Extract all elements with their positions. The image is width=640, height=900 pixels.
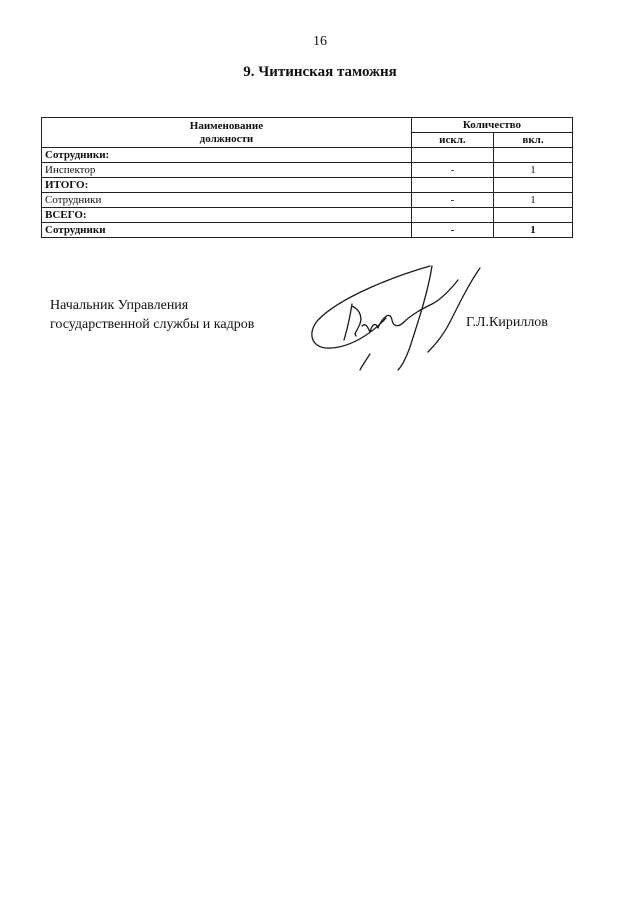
row-incl: 1 [493, 223, 572, 238]
row-name: Сотрудники: [42, 148, 412, 163]
page-number: 16 [313, 34, 327, 49]
row-incl [493, 148, 572, 163]
row-excl [411, 208, 493, 223]
row-incl [493, 208, 572, 223]
row-name: Сотрудники [42, 223, 412, 238]
table-header-row [42, 118, 573, 133]
position-name-header-line1: Наименование [189, 119, 264, 132]
row-incl: 1 [493, 163, 572, 178]
row-excl [411, 178, 493, 193]
position-name-header [42, 118, 412, 148]
position-line2: государственной службы и кадров [50, 317, 255, 332]
table-row [42, 148, 573, 163]
quantity-header: Количество [411, 118, 572, 133]
table-row [42, 178, 573, 193]
row-excl [411, 148, 493, 163]
signer-name: Г.Л.Кириллов [466, 315, 548, 330]
staff-table-body [42, 148, 573, 238]
staff-table [41, 117, 573, 238]
excluded-header: искл. [411, 133, 493, 148]
table-row [42, 223, 573, 238]
row-name: Инспектор [42, 163, 412, 178]
position-name-header-line2: должности [199, 132, 254, 145]
included-header: вкл. [493, 133, 572, 148]
row-incl [493, 178, 572, 193]
row-incl: 1 [493, 193, 572, 208]
row-excl: - [411, 163, 493, 178]
row-excl: - [411, 223, 493, 238]
row-excl: - [411, 193, 493, 208]
position-line1: Начальник Управления [50, 298, 189, 313]
row-name: ИТОГО: [42, 178, 412, 193]
row-name: ВСЕГО: [42, 208, 412, 223]
table-row [42, 163, 573, 178]
signature-position [50, 296, 254, 334]
table-row [42, 193, 573, 208]
row-name: Сотрудники [42, 193, 412, 208]
section-title: 9. Читинская таможня [243, 64, 397, 80]
table-row [42, 208, 573, 223]
